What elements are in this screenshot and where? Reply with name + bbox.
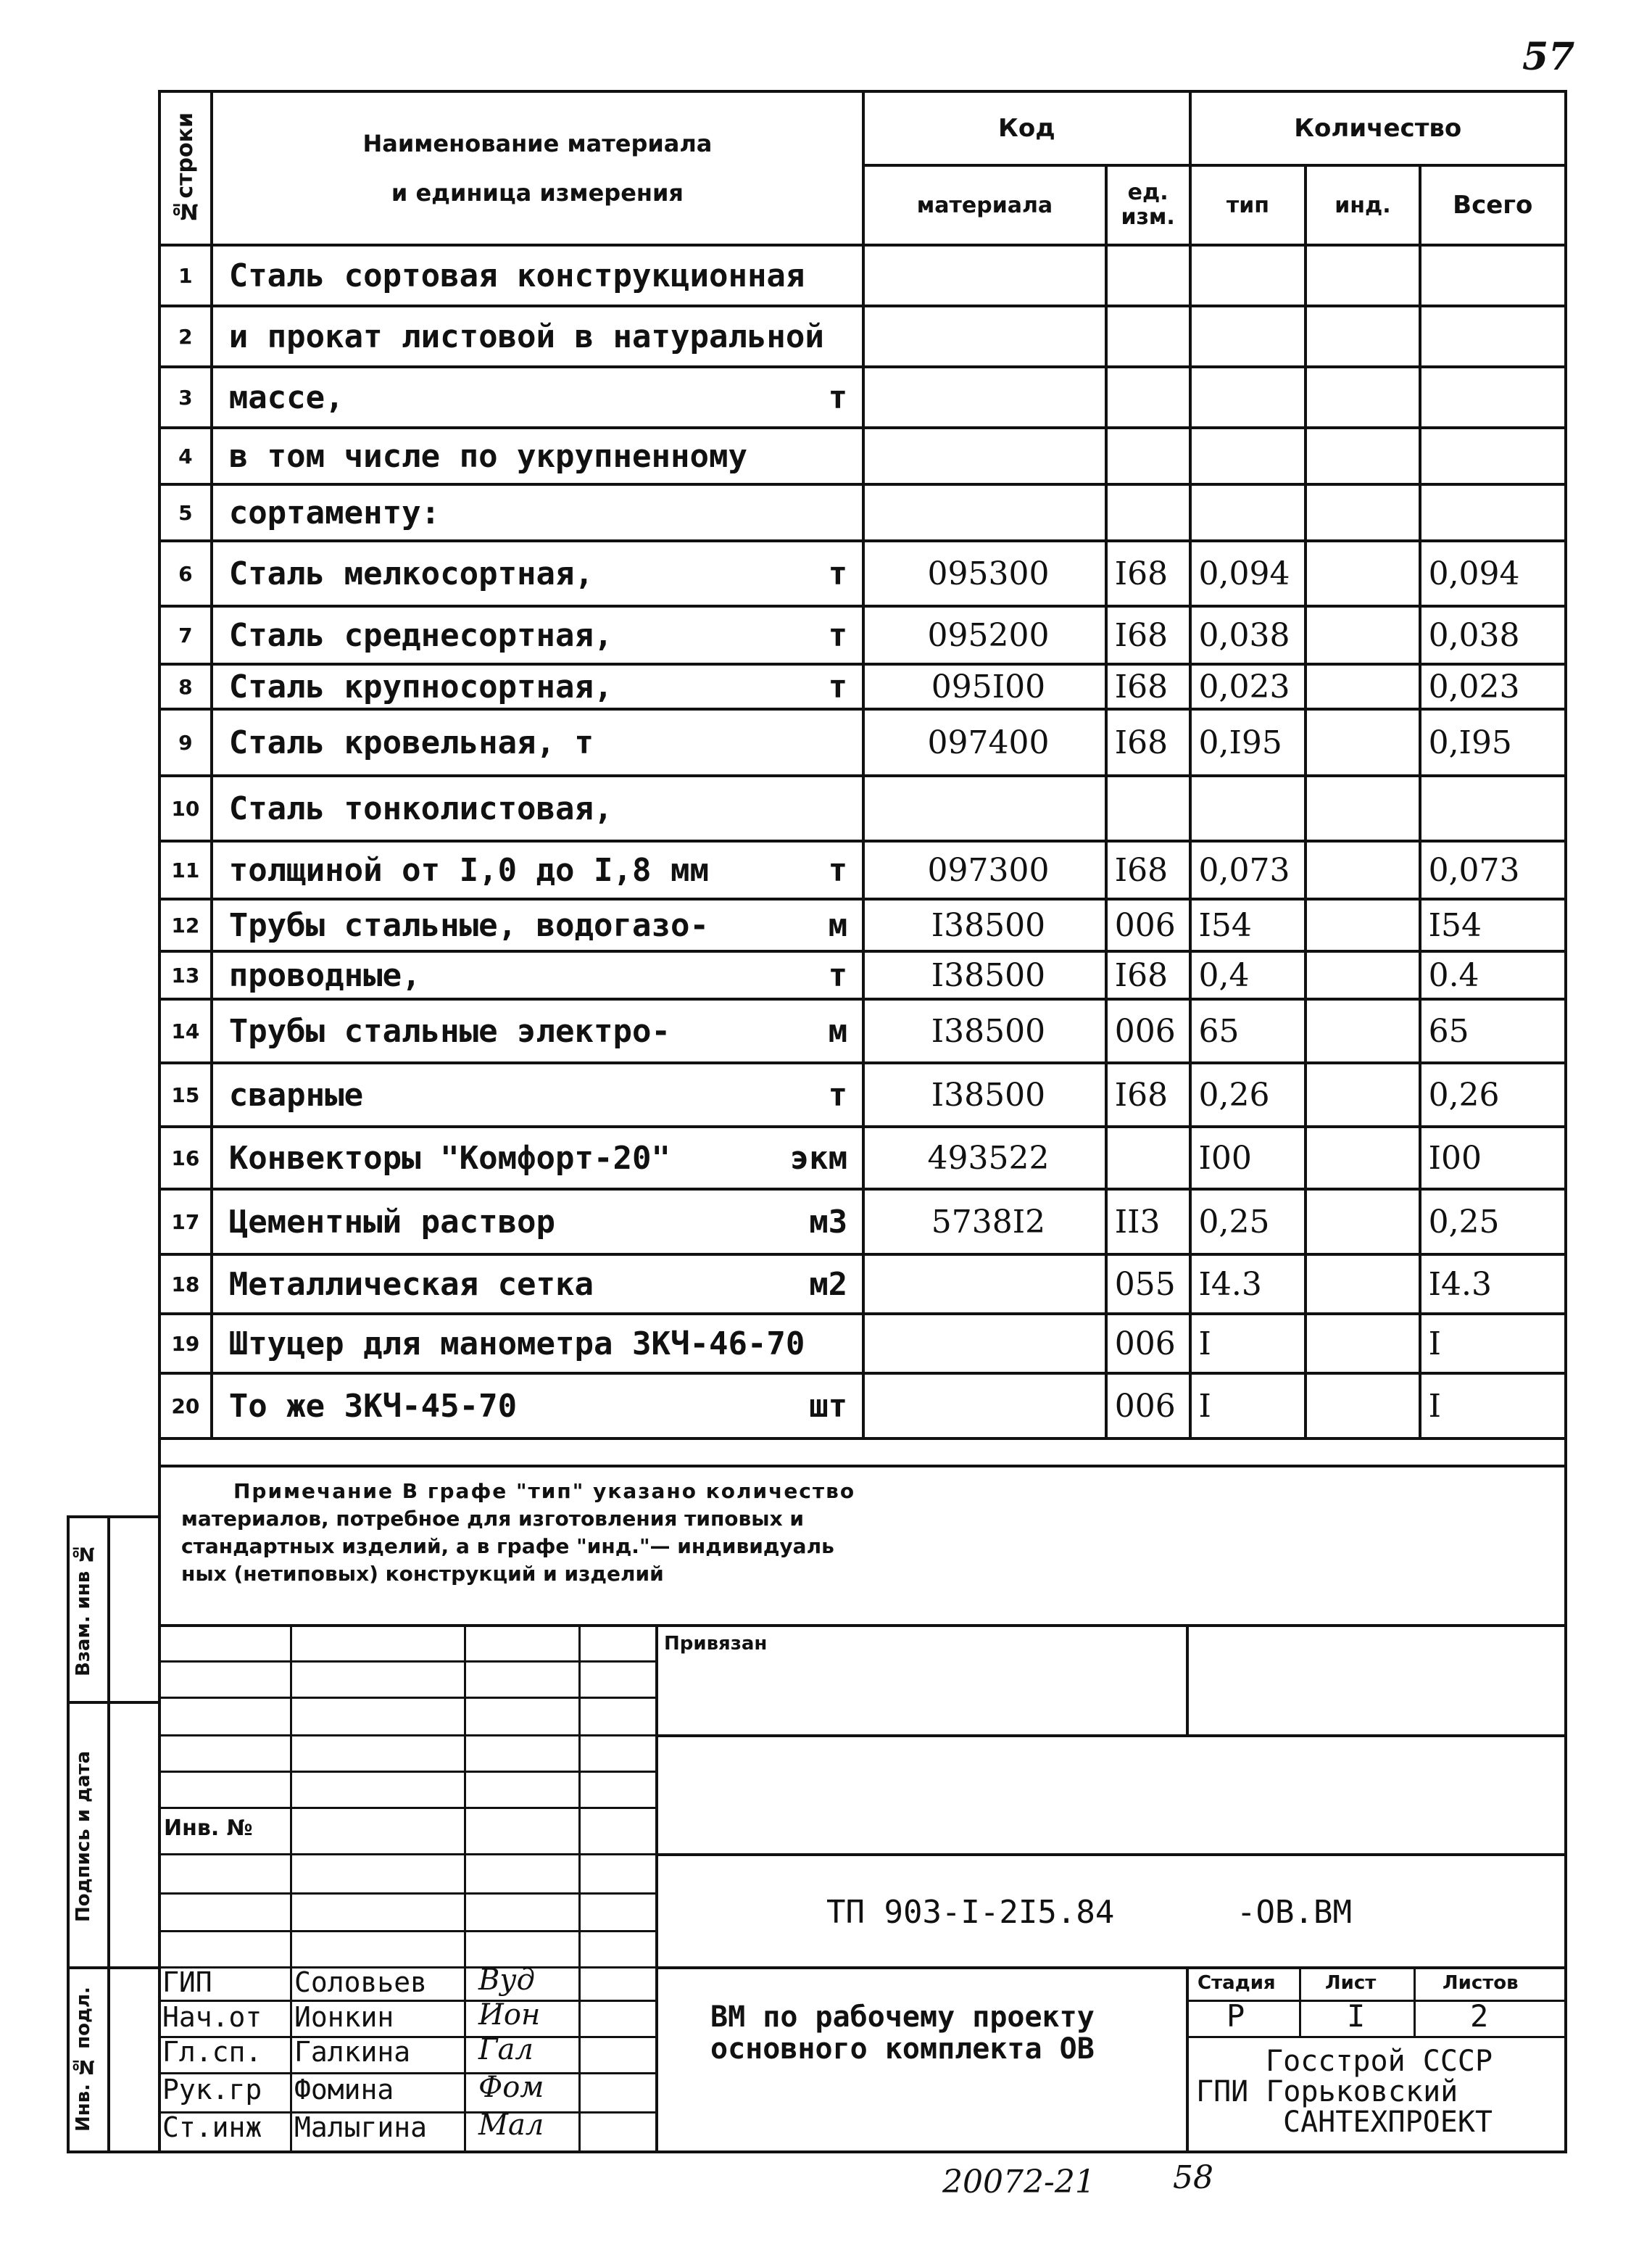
row-number: 12 <box>159 899 212 951</box>
material-unit: т <box>828 616 848 654</box>
note-line: ных (нетиповых) конструкций и изделий <box>181 1562 664 1586</box>
material-code <box>863 245 1106 306</box>
qty-ind <box>1306 1373 1419 1438</box>
qty-total <box>1420 428 1566 484</box>
material-name-text: толщиной от I,0 до I,8 мм <box>228 851 709 889</box>
material-code: 097400 <box>863 709 1106 776</box>
qty-ind <box>1306 306 1419 367</box>
material-name-text: Трубы стальные электро- <box>228 1012 671 1050</box>
qty-tip: 0,26 <box>1190 1063 1306 1127</box>
unit-code: I68 <box>1106 606 1190 664</box>
table-row <box>159 1314 1566 1373</box>
material-name <box>212 899 863 951</box>
material-code <box>863 776 1106 841</box>
header-quantity: Количество <box>1190 91 1566 165</box>
row-number: 9 <box>159 709 212 776</box>
qty-tip: 0,038 <box>1190 606 1306 664</box>
qty-tip: 0,I95 <box>1190 709 1306 776</box>
material-code: 5738I2 <box>863 1189 1106 1254</box>
row-number: 5 <box>159 484 212 541</box>
role-person: Галкина <box>294 2036 411 2068</box>
material-name-text: Цементный раствор <box>228 1203 556 1241</box>
unit-code: I68 <box>1106 951 1190 999</box>
material-name <box>212 1127 863 1189</box>
note-line: Примечание В графе "тип" указано количество <box>233 1479 856 1503</box>
qty-tip: I4.3 <box>1190 1254 1306 1314</box>
row-number: 3 <box>159 367 212 428</box>
unit-code: I68 <box>1106 664 1190 709</box>
unit-code: 055 <box>1106 1254 1190 1314</box>
material-name <box>212 664 863 709</box>
unit-code: I68 <box>1106 709 1190 776</box>
qty-tip <box>1190 776 1306 841</box>
row-number: 6 <box>159 541 212 606</box>
unit-code: 006 <box>1106 999 1190 1063</box>
material-code <box>863 367 1106 428</box>
qty-ind <box>1306 367 1419 428</box>
qty-ind <box>1306 428 1419 484</box>
qty-total: I4.3 <box>1420 1254 1566 1314</box>
role-title: Гл.сп. <box>162 2036 262 2068</box>
material-name-text: и прокат листовой в натуральной <box>228 318 824 355</box>
material-code: 493522 <box>863 1127 1106 1189</box>
qty-total: 0,038 <box>1420 606 1566 664</box>
qty-tip <box>1190 245 1306 306</box>
org-line: ГПИ Горьковский <box>1196 2075 1458 2108</box>
qty-ind <box>1306 245 1419 306</box>
row-number: 10 <box>159 776 212 841</box>
qty-ind <box>1306 1314 1419 1373</box>
archive-number: 20072-21 <box>942 2164 1095 2201</box>
row-number: 8 <box>159 664 212 709</box>
row-number: 11 <box>159 841 212 899</box>
sheet-value: I <box>1347 1998 1366 2034</box>
qty-total: 0,26 <box>1420 1063 1566 1127</box>
table-row <box>159 484 1566 541</box>
signature: Ион <box>478 1998 541 2032</box>
material-name <box>212 841 863 899</box>
material-code: 095200 <box>863 606 1106 664</box>
material-name <box>212 306 863 367</box>
qty-ind <box>1306 841 1419 899</box>
material-code: I38500 <box>863 951 1106 999</box>
privyazan-label: Привязан <box>664 1633 768 1655</box>
material-name <box>212 245 863 306</box>
org-line: САНТЕХПРОЕКТ <box>1283 2106 1493 2139</box>
qty-ind <box>1306 899 1419 951</box>
qty-total <box>1420 367 1566 428</box>
description-line: ВМ по рабочему проекту <box>710 2000 1095 2034</box>
row-number: 15 <box>159 1063 212 1127</box>
sheets-value: 2 <box>1470 1998 1489 2034</box>
row-number: 18 <box>159 1254 212 1314</box>
qty-ind <box>1306 709 1419 776</box>
description-line: основного комплекта ОВ <box>710 2032 1095 2066</box>
unit-code <box>1106 245 1190 306</box>
table-row <box>159 709 1566 776</box>
material-code <box>863 1254 1106 1314</box>
role-person: Соловьев <box>294 1966 428 1998</box>
header-tip: тип <box>1190 165 1306 245</box>
material-name <box>212 606 863 664</box>
table-row <box>159 999 1566 1063</box>
role-person: Малыгина <box>294 2111 428 2143</box>
material-code <box>863 428 1106 484</box>
header-material: материала <box>863 165 1106 245</box>
qty-total: I <box>1420 1373 1566 1438</box>
table-row <box>159 367 1566 428</box>
signature: Гал <box>478 2033 534 2066</box>
qty-tip: I <box>1190 1314 1306 1373</box>
material-unit: т <box>828 851 848 889</box>
material-name-text: в том числе по укрупненному <box>228 437 747 475</box>
unit-code: II3 <box>1106 1189 1190 1254</box>
unit-code <box>1106 776 1190 841</box>
unit-code <box>1106 428 1190 484</box>
row-number: 17 <box>159 1189 212 1254</box>
material-name-text: Сталь мелкосортная, <box>228 555 594 592</box>
role-person: Фомина <box>294 2074 394 2106</box>
material-name <box>212 1314 863 1373</box>
material-name <box>212 1254 863 1314</box>
material-unit: т <box>828 1076 848 1114</box>
material-name <box>212 1189 863 1254</box>
organization <box>1196 2046 1493 2137</box>
qty-tip: I <box>1190 1373 1306 1438</box>
inv-no-label: Инв. № <box>164 1816 253 1841</box>
qty-ind <box>1306 664 1419 709</box>
table-row <box>159 245 1566 306</box>
material-name <box>212 999 863 1063</box>
qty-ind <box>1306 1063 1419 1127</box>
footer-page: 58 <box>1173 2159 1213 2196</box>
org-line: Госстрой СССР <box>1266 2045 1493 2078</box>
material-name <box>212 776 863 841</box>
qty-tip: 0,4 <box>1190 951 1306 999</box>
document-code-suffix: -ОВ.ВМ <box>1237 1894 1352 1931</box>
row-number: 1 <box>159 245 212 306</box>
row-number: 20 <box>159 1373 212 1438</box>
qty-total: 0,25 <box>1420 1189 1566 1254</box>
side-label-inv-podl: Инв. № подл. <box>72 1987 94 2132</box>
qty-tip: I00 <box>1190 1127 1306 1189</box>
material-unit: т <box>828 956 848 994</box>
qty-total: 0,094 <box>1420 541 1566 606</box>
note-block <box>181 1478 855 1588</box>
material-name-text: Сталь кровельная, т <box>228 724 594 761</box>
material-code: I38500 <box>863 1063 1106 1127</box>
material-name-text: Штуцер для манометра ЗКЧ-46-70 <box>228 1325 805 1362</box>
table-row <box>159 541 1566 606</box>
qty-tip <box>1190 367 1306 428</box>
material-name <box>212 484 863 541</box>
header-name: Наименование материала и единица измерения <box>212 91 863 245</box>
qty-tip: 0,023 <box>1190 664 1306 709</box>
material-unit: т <box>828 668 848 705</box>
sheet-label: Лист <box>1325 1972 1377 1994</box>
row-number: 2 <box>159 306 212 367</box>
qty-ind <box>1306 484 1419 541</box>
qty-ind <box>1306 951 1419 999</box>
role-title: Нач.от <box>162 2001 262 2033</box>
qty-ind <box>1306 776 1419 841</box>
note-line: стандартных изделий, а в графе "инд."— индивидуаль <box>181 1534 834 1558</box>
qty-total: 0.4 <box>1420 951 1566 999</box>
material-unit: шт <box>809 1387 848 1425</box>
qty-tip: 0,25 <box>1190 1189 1306 1254</box>
table-row <box>159 306 1566 367</box>
header-unit: ед. изм. <box>1106 165 1190 245</box>
material-code: I38500 <box>863 899 1106 951</box>
material-name-text: Сталь крупносортная, <box>228 668 613 705</box>
material-unit: т <box>828 378 848 416</box>
role-title: Ст.инж <box>162 2111 262 2143</box>
qty-ind <box>1306 1127 1419 1189</box>
qty-total: 0,073 <box>1420 841 1566 899</box>
qty-ind <box>1306 606 1419 664</box>
qty-tip <box>1190 484 1306 541</box>
material-name <box>212 1373 863 1438</box>
table-row <box>159 841 1566 899</box>
table-row <box>159 1189 1566 1254</box>
role-person: Ионкин <box>294 2001 394 2033</box>
material-code <box>863 1373 1106 1438</box>
row-number: 13 <box>159 951 212 999</box>
qty-tip <box>1190 428 1306 484</box>
material-name-text: Конвекторы "Комфорт-20" <box>228 1139 671 1177</box>
material-unit: м3 <box>809 1203 848 1241</box>
header-ind: инд. <box>1306 165 1419 245</box>
table-row <box>159 1063 1566 1127</box>
material-name-text: Металлическая сетка <box>228 1265 594 1303</box>
material-code: 095300 <box>863 541 1106 606</box>
row-number: 4 <box>159 428 212 484</box>
qty-total <box>1420 484 1566 541</box>
qty-total: 0,I95 <box>1420 709 1566 776</box>
role-title: Рук.гр <box>162 2074 262 2106</box>
note-line: материалов, потребное для изготовления типовых и <box>181 1507 804 1531</box>
row-number: 16 <box>159 1127 212 1189</box>
material-code <box>863 484 1106 541</box>
material-name-text: сварные <box>228 1076 364 1114</box>
qty-ind <box>1306 999 1419 1063</box>
table-row <box>159 606 1566 664</box>
table-row <box>159 664 1566 709</box>
qty-tip: 0,073 <box>1190 841 1306 899</box>
unit-code <box>1106 484 1190 541</box>
table-row <box>159 899 1566 951</box>
unit-code: I68 <box>1106 1063 1190 1127</box>
sheets-label: Листов <box>1443 1972 1519 1994</box>
material-unit: т <box>828 555 848 592</box>
material-spec-table <box>158 90 1567 1440</box>
qty-tip <box>1190 306 1306 367</box>
qty-total: I <box>1420 1314 1566 1373</box>
unit-code <box>1106 306 1190 367</box>
material-name-text: Сталь среднесортная, <box>228 616 613 654</box>
qty-ind <box>1306 541 1419 606</box>
material-code: I38500 <box>863 999 1106 1063</box>
row-number: 7 <box>159 606 212 664</box>
qty-total <box>1420 245 1566 306</box>
side-label-vzam: Взам. инв № <box>72 1542 94 1677</box>
material-code <box>863 306 1106 367</box>
qty-total: 0,023 <box>1420 664 1566 709</box>
qty-ind <box>1306 1189 1419 1254</box>
unit-code: 006 <box>1106 1314 1190 1373</box>
qty-tip: 65 <box>1190 999 1306 1063</box>
signature: Мал <box>478 2108 544 2142</box>
material-name <box>212 428 863 484</box>
material-name <box>212 951 863 999</box>
material-unit: м <box>828 906 848 944</box>
qty-total <box>1420 306 1566 367</box>
material-name <box>212 541 863 606</box>
table-row <box>159 1373 1566 1438</box>
qty-tip: 0,094 <box>1190 541 1306 606</box>
table-row <box>159 776 1566 841</box>
qty-total <box>1420 776 1566 841</box>
document-code: ТП 903-I-2I5.84 <box>826 1894 1115 1931</box>
material-name-text: Сталь сортовая конструкционная <box>228 257 805 294</box>
unit-code: I68 <box>1106 541 1190 606</box>
qty-tip: I54 <box>1190 899 1306 951</box>
unit-code <box>1106 1127 1190 1189</box>
table-row <box>159 428 1566 484</box>
unit-code: 006 <box>1106 1373 1190 1438</box>
material-name-text: Сталь тонколистовая, <box>228 790 613 827</box>
qty-total: I00 <box>1420 1127 1566 1189</box>
stage-value: Р <box>1226 1998 1245 2034</box>
page-number: 57 <box>1522 35 1575 79</box>
material-name-text: проводные, <box>228 956 421 994</box>
table-row <box>159 1127 1566 1189</box>
material-code: 097300 <box>863 841 1106 899</box>
row-number: 14 <box>159 999 212 1063</box>
description <box>710 2001 1095 2065</box>
qty-total: 65 <box>1420 999 1566 1063</box>
table-row <box>159 951 1566 999</box>
material-name-text: Трубы стальные, водогазо- <box>228 906 709 944</box>
signature: Фом <box>478 2071 544 2104</box>
unit-code: 006 <box>1106 899 1190 951</box>
material-name <box>212 367 863 428</box>
unit-code <box>1106 367 1190 428</box>
material-unit: экм <box>789 1139 848 1177</box>
material-name-text: сортаменту: <box>228 494 441 531</box>
qty-ind <box>1306 1254 1419 1314</box>
material-name-text: То же ЗКЧ-45-70 <box>228 1387 518 1425</box>
stage-label: Стадия <box>1198 1972 1276 1994</box>
material-code <box>863 1314 1106 1373</box>
material-name <box>212 1063 863 1127</box>
material-name <box>212 709 863 776</box>
row-number: 19 <box>159 1314 212 1373</box>
material-unit: м2 <box>809 1265 848 1303</box>
material-unit: м <box>828 1012 848 1050</box>
material-code: 095I00 <box>863 664 1106 709</box>
header-row-no: №строки <box>159 91 212 245</box>
header-code: Код <box>863 91 1190 165</box>
signature: Вуд <box>478 1963 535 1997</box>
header-total: Всего <box>1420 165 1566 245</box>
table-row <box>159 1254 1566 1314</box>
unit-code: I68 <box>1106 841 1190 899</box>
side-label-podpis: Подпись и дата <box>72 1750 94 1922</box>
qty-total: I54 <box>1420 899 1566 951</box>
material-name-text: массе, <box>228 378 344 416</box>
role-title: ГИП <box>162 1966 212 1998</box>
